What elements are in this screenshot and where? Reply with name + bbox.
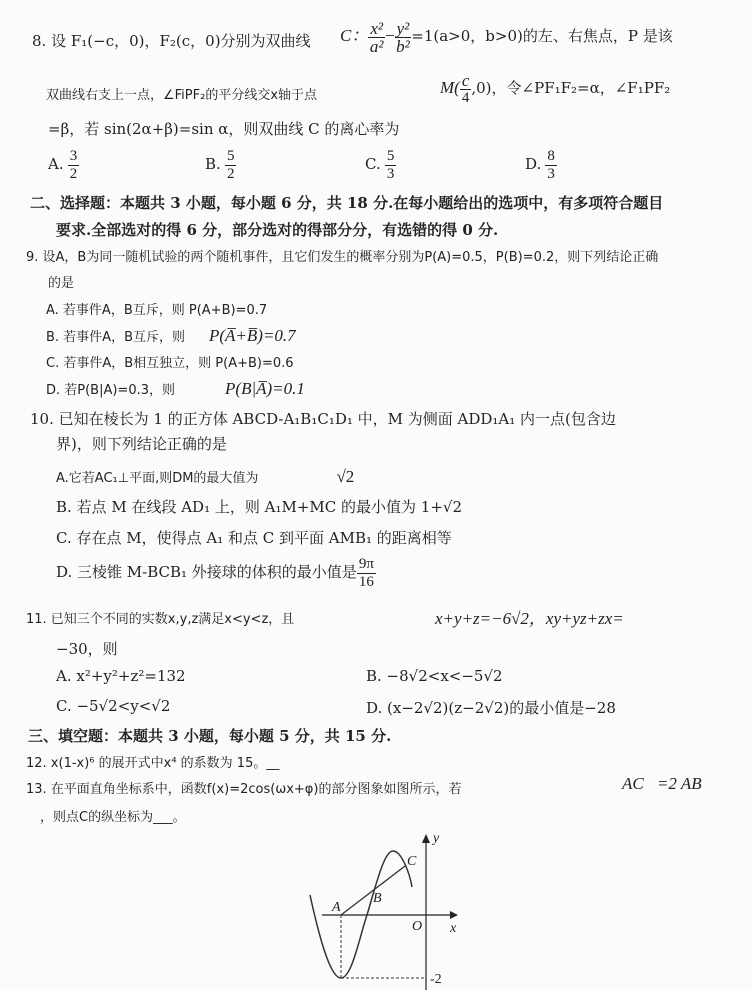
q11-stem: 11. 已知三个不同的实数x,y,z满足x<y<z，且 xyxy=(26,612,295,627)
q8-option-a[interactable]: A. $\frac{3}{2}$ xyxy=(48,148,78,182)
q11-option-c[interactable]: C. −5√2<y<√2 xyxy=(56,697,171,715)
q8-option-c[interactable]: C. $\frac{5}{3}$ xyxy=(365,148,395,182)
question-12: 12. x(1-x)⁶ 的展开式中x⁴ 的系数为 15。__ xyxy=(26,756,280,771)
q10-stem: 10. 已知在棱长为 1 的正方体 ABCD-A₁B₁C₁D₁ 中，M 为侧面 ADD₁A₁ 内一点(包含边 xyxy=(30,410,616,428)
q10-stem-2: 界)，则下列结论正确的是 xyxy=(56,435,227,453)
q8-c: C： xyxy=(340,26,369,45)
q11-option-d[interactable]: D. (x−2√2)(z−2√2)的最小值是−28 xyxy=(366,699,616,717)
q9-option-b[interactable]: B. 若事件A，B互斥，则 P(A̅+B̅)=0.7 xyxy=(46,326,296,345)
q13-stem-2: ，则点C的纵坐标为___。 xyxy=(40,810,186,825)
q10-option-a[interactable]: A.它若AC₁⊥平面,则DM的最大值为 √2 xyxy=(56,467,355,486)
q8-hyperbola-eq: C： $\frac{\text{x²}}{\text{a²}}$ − $\frac{\text{y²}}{\text{b²}}$ =1(a>0，b>0)的左、右焦点，P 是该 xyxy=(340,19,673,56)
q9-option-d[interactable]: D. 若P(B|A)=0.3，则 P(B|A̅)=0.1 xyxy=(46,379,305,398)
q9-option-c[interactable]: C. 若事件A，B相互独立，则 P(A+B)=0.6 xyxy=(46,356,294,371)
q8-line3: =β，若 sin(2α+β)=sin α，则双曲线 C 的离心率为 xyxy=(48,120,400,138)
x-axis-arrow-icon xyxy=(450,911,458,919)
label-minus-2: -2 xyxy=(430,972,442,987)
q9-stem: 9. 设A，B为同一随机试验的两个随机事件，且它们发生的概率分别为P(A)=0.5，P(B)=0.2，则下列结论正确 xyxy=(26,250,659,265)
q9-option-a[interactable]: A. 若事件A，B互斥，则 P(A+B)=0.7 xyxy=(46,303,268,318)
y-axis-arrow-icon xyxy=(422,834,430,843)
q11-equation: x+y+z=−6√2，xy+yz+zx= xyxy=(435,609,624,628)
label-x: x xyxy=(450,921,457,936)
section2-heading-1: 二、选择题：本题共 3 小题，每小题 6 分，共 18 分.在每小题给出的选项中，有多项符合题目 xyxy=(30,194,664,212)
q8-eq-tail: =1(a>0，b>0)的左、右焦点，P 是该 xyxy=(411,27,673,45)
section3-heading: 三、填空题：本题共 3 小题，每小题 5 分，共 15 分. xyxy=(28,727,392,745)
q8-line2: 双曲线右支上一点，∠FiPF₂的平分线交x轴于点 xyxy=(46,88,318,103)
section2-heading-2: 要求.全部选对的得 6 分，部分选对的得部分分，有选错的得 0 分. xyxy=(56,221,499,239)
q11-stem-2: −30，则 xyxy=(56,640,118,658)
label-a: A xyxy=(332,900,341,915)
frac-x2-a2: $\frac{\text{x²}}{\text{a²}}$ xyxy=(369,19,384,56)
label-c: C xyxy=(407,854,417,869)
q13-stem: 13. 在平面直角坐标系中，函数f(x)=2cos(ωx+φ)的部分图象如图所示，若 xyxy=(26,782,462,797)
q10-option-d[interactable]: D. 三棱锥 M-BCB₁ 外接球的体积的最小值是 $\frac{9\pi}{16}$ xyxy=(56,556,374,590)
q8-stem: 8. 设 F₁(−c，0)，F₂(c，0)分别为双曲线 xyxy=(32,32,311,50)
q11-option-a[interactable]: A. x²+y²+z²=132 xyxy=(56,667,186,685)
label-o: O xyxy=(412,919,423,934)
q11-option-b[interactable]: B. −8√2<x<−5√2 xyxy=(366,667,503,685)
q8-point-m: M( $\frac{c}{4}$ ,0)，令∠PF₁F₂=α，∠F₁PF₂ xyxy=(440,71,671,106)
q10-option-c[interactable]: C. 存在点 M，使得点 A₁ 和点 C 到平面 AMB₁ 的距离相等 xyxy=(56,529,452,547)
q13-vector-eq: AC⃗=2 AB⃗， xyxy=(622,774,729,793)
frac-y2-b2: $\frac{\text{y²}}{\text{b²}}$ xyxy=(396,19,410,56)
label-b: B xyxy=(373,891,382,906)
q8-option-b[interactable]: B. $\frac{5}{2}$ xyxy=(205,148,235,182)
q8-option-d[interactable]: D. $\frac{8}{3}$ xyxy=(525,148,555,182)
q10-option-b[interactable]: B. 若点 M 在线段 AD₁ 上，则 A₁M+MC 的最小值为 1+√2 xyxy=(56,498,462,516)
q9-stem-2: 的是 xyxy=(48,276,75,291)
label-y: y xyxy=(433,831,440,846)
